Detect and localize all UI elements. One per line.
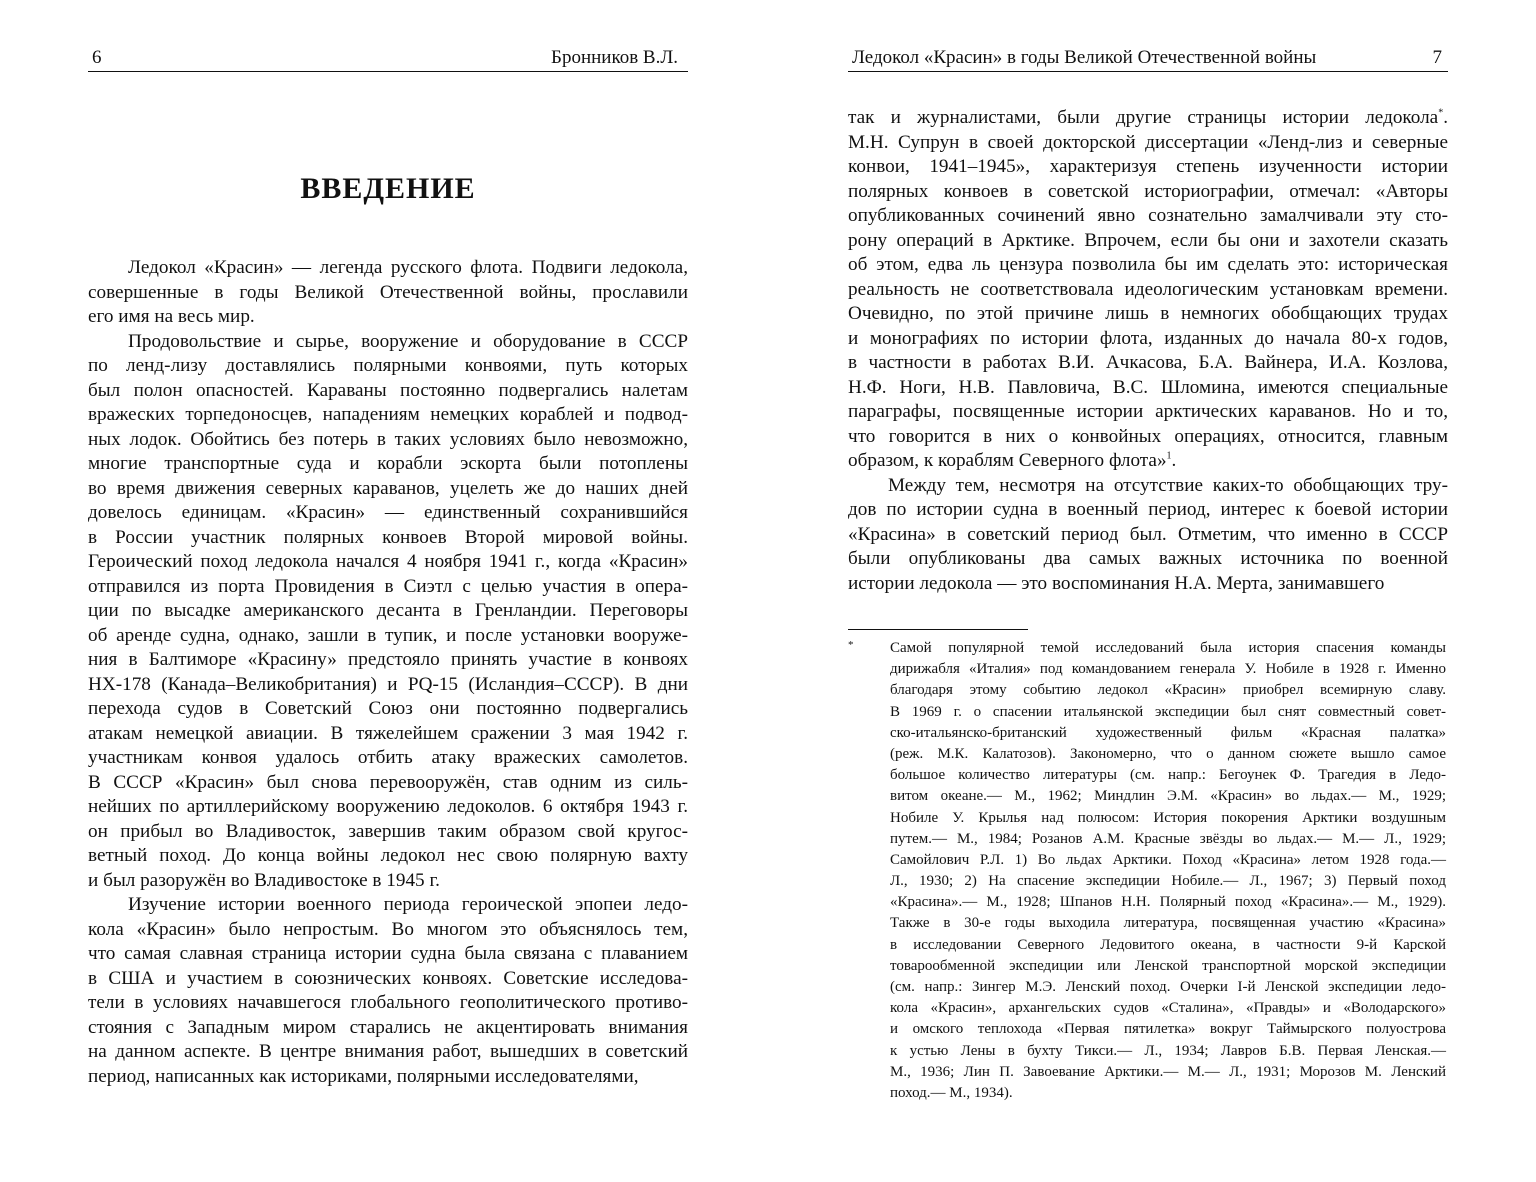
right-body-text — [848, 106, 1448, 596]
text-line: на данном аспекте. В центре внимания работ, вышедших в советский — [88, 1041, 688, 1062]
text-line: отправился из порта Провидения в Сиэтл с целью участия в опера- — [88, 575, 688, 597]
sentence-period: . — [1171, 450, 1177, 471]
text-line: образом, к кораблям Северного флота»$^1$. — [848, 450, 1177, 471]
text-line: истории ледокола — это воспоминания Н.А. Мерта, занимавшего — [848, 572, 1385, 594]
footnote-line: поход.— М., 1934). — [890, 1084, 1013, 1101]
footnote-line: большое количество литературы (см. напр.: Бегоунек Ф. Трагедия в Ледо- — [890, 767, 1446, 784]
text-line: ции по высадке американского десанта в Гренландии. Переговоры — [88, 600, 688, 621]
footnote-line: Самой популярной темой исследований была история спасения команды — [890, 640, 1446, 656]
footnote-line: Самойлович Р.Л. 1) Во льдах Арктики. Поход «Красина» летом 1928 года.— — [890, 851, 1446, 868]
text-line: и был разоружён во Владивостоке в 1945 г. — [88, 869, 440, 891]
footnote-divider — [848, 629, 1028, 630]
footnote-reference-asterisk: * — [1438, 107, 1444, 119]
footnote-line: витом океане.— М., 1962; Миндлин Э.М. «Красин» во льдах.— М., 1929; — [890, 788, 1446, 805]
text-line: и монографиях по истории флота, изданных до начала 80-х годов, — [848, 327, 1448, 349]
left-body-text — [88, 256, 688, 1089]
text-line: стояния с Западным миром старались не акцентировать внимания — [88, 1016, 688, 1038]
page-number-right: 7 — [1432, 47, 1442, 68]
footnote-text — [890, 638, 1446, 1104]
text-line: что говорится в них о конвойных операциях, относится, главным — [848, 425, 1448, 447]
footnote-reference-1: 1 — [1166, 450, 1172, 462]
text-line: в России участник полярных конвоев Второй мировой войны. — [88, 526, 688, 548]
footnote-line: Также в 30-е годы выходила литература, посвященная участию «Красина» — [890, 915, 1446, 932]
text-line: HX-178 (Канада–Великобритания) и PQ-15 (Исландия–СССР). В дни — [88, 673, 688, 695]
text-line: полярных конвоев в советской историографии, отмечал: «Авторы — [848, 180, 1448, 202]
text-line: участникам конвоя удалось отбить атаку вражеских самолетов. — [88, 747, 688, 768]
running-head-author: Бронников В.Л. — [551, 47, 678, 68]
text-line: нейших по артиллерийскому вооружению ледоколов. 6 октября 1943 г. — [88, 796, 688, 817]
footnote-line: и омского теплохода «Первая пятилетка» вокруг Таймырского полуострова — [890, 1021, 1446, 1038]
text-line: Н.Ф. Ноги, Н.В. Павловича, В.С. Шломина, имеются специальные — [848, 376, 1448, 398]
text-line: он прибыл во Владивосток, завершив таким образом свой кругос- — [88, 820, 688, 842]
sentence-period: . — [1443, 107, 1448, 128]
footnote-line: ско-итальянско-британский художественный фильм «Красная палатка» — [890, 724, 1446, 741]
text-line: так и журналистами, были другие страницы истории ледокола*. — [848, 107, 1448, 128]
footnote-line: М., 1936; Лин П. Завоевание Арктики.— М.— Л., 1931; Морозов М. Ленский — [890, 1063, 1446, 1080]
text-line: ных лодок. Обойтись без потерь в таких условиях было невозможно, — [88, 428, 688, 450]
text-line: опубликованных сочинений явно сознательно замалчивали эту сто- — [848, 205, 1448, 226]
text-line: в США и участием в союзнических конвоях. Советские исследова- — [88, 967, 688, 989]
footnote-line: В 1969 г. о спасении итальянской экспедиции был снят совместный совет- — [890, 703, 1446, 720]
footnote-line: (см. напр.: Зингер М.Э. Ленский поход. Очерки I-й Ленской экспедиции ледо- — [890, 979, 1446, 995]
text-line: что самая славная страница истории судна была связана с плаванием — [88, 943, 688, 964]
text-line: Очевидно, по этой причине лишь в немногих обобщающих трудах — [848, 303, 1448, 324]
footnote-line: Л., 1930; 2) На спасение экспедиции Нобиле.— Л., 1967; 3) Первый поход — [890, 873, 1446, 890]
text-line: Продовольствие и сырье, вооружение и оборудование в СССР — [128, 330, 688, 352]
page-number-left: 6 — [92, 47, 102, 68]
text-line: об этом, едва ль цензура позволила бы им сделать это: историческая — [848, 254, 1448, 275]
footnote-line: «Красина».— М., 1928; Шпанов Н.Н. Полярный поход «Красина».— М., 1929). — [890, 894, 1446, 911]
left-page-header — [88, 47, 688, 72]
chapter-title: ВВЕДЕНИЕ — [300, 172, 476, 205]
text-line: был полон опасностей. Караваны постоянно подвергались налетам — [88, 379, 688, 401]
text-line: конвои, 1941–1945», характеризуя степень изученности истории — [848, 156, 1448, 177]
footnote-line: (реж. М.К. Калатозов). Закономерно, что о данном сюжете вышло самое — [890, 745, 1446, 762]
footnote-line: кола «Красин», архангельских судов «Сталина», «Правды» и «Володарского» — [890, 1000, 1446, 1017]
text-line: Изучение истории военного периода героической эпопеи ледо- — [128, 894, 688, 915]
text-line: рону операций в Арктике. Впрочем, если бы они и захотели сказать — [848, 229, 1448, 251]
text-line: совершенные в годы Великой Отечественной войны, прославили — [88, 281, 688, 303]
text-line: тели в условиях начавшегося глобального геополитического противо- — [88, 992, 688, 1013]
text-line: «Красина» в советский период был. Отметим, что именно в СССР — [848, 523, 1448, 545]
text-line: Между тем, несмотря на отсутствие каких-то обобщающих тру- — [888, 474, 1448, 496]
footnote-line: товарообменной экспедиции или Ленской транспортной морской экспедиции — [890, 957, 1446, 974]
text-line: атакам немецкой авиации. В тяжелейшем сражении 3 мая 1942 г. — [88, 722, 688, 744]
text-line: во время движения северных караванов, уцелеть же до наших дней — [88, 477, 688, 499]
running-head-title: Ледокол «Красин» в годы Великой Отечественной войны — [852, 47, 1317, 68]
footnote-line: Нобиле У. Крылья над полюсом: История покорения Арктики воздушным — [890, 809, 1446, 826]
footnote-marker: * — [848, 639, 854, 651]
footnote-line: путем.— М., 1984; Розанов А.М. Красные звёзды во льдах.— М.— Л., 1929; — [890, 830, 1446, 847]
text-line: вражеских торпедоносцев, нападениям немецких кораблей и подвод- — [88, 404, 688, 425]
text-line: довелось единицам. «Красин» — единственный сохранившийся — [88, 502, 688, 523]
text-line: параграфы, посвященные истории арктических караванов. Но и то, — [848, 401, 1448, 422]
text-line: М.Н. Супрун в своей докторской диссертации «Ленд-лиз и северные — [848, 131, 1448, 153]
footnote-line: дирижабля «Италия» под командованием генерала У. Нобиле в 1928 г. Именно — [890, 661, 1446, 678]
text-line: период, написанных как историками, полярными исследователями, — [88, 1065, 639, 1087]
text-line: в частности в работах В.И. Ачкасова, Б.А. Вайнера, И.А. Козлова, — [848, 352, 1448, 373]
footnote-line: благодаря этому событию ледокол «Красин» приобрел всемирную славу. — [890, 682, 1446, 699]
text-line: его имя на весь мир. — [88, 306, 255, 327]
text-line: Героический поход ледокола начался 4 ноября 1941 г., когда «Красин» — [88, 551, 688, 572]
text-line: многие транспортные суда и корабли эскорта были потоплены — [88, 453, 688, 474]
text-line: дов по истории судна в военный период, интерес к боевой истории — [848, 499, 1448, 520]
text-line: Ледокол «Красин» — легенда русского флота. Подвиги ледокола, — [128, 257, 688, 278]
text-line: по ленд-лизу доставлялись полярными конвоями, путь которых — [88, 355, 688, 376]
footnote-line: к устью Лены в бухту Тикси.— Л., 1934; Лавров Б.В. Первая Ленская.— — [890, 1042, 1446, 1059]
text-line: ветный поход. До конца войны ледокол нес свою полярную вахту — [88, 845, 688, 866]
text-line: перехода судов в Советский Союз они постоянно подвергались — [88, 698, 688, 719]
right-page-header — [848, 47, 1448, 72]
text-line: кола «Красин» было непростым. Во многом это объяснялось тем, — [88, 918, 688, 940]
text-line: реальность не соответствовала идеологическим установкам времени. — [848, 278, 1448, 300]
footnote-line: в исследовании Северного Ледовитого океана, в частности 9-й Карской — [890, 936, 1446, 953]
text-line: об аренде судна, однако, зашли в тупик, и после установки вооруже- — [88, 624, 688, 646]
text-line: В СССР «Красин» был снова перевооружён, став одним из силь- — [88, 771, 688, 793]
text-line: были опубликованы два самых важных источника по военной — [848, 548, 1448, 569]
text-line: ния в Балтиморе «Красину» предстояло принять участие в конвоях — [88, 649, 688, 670]
